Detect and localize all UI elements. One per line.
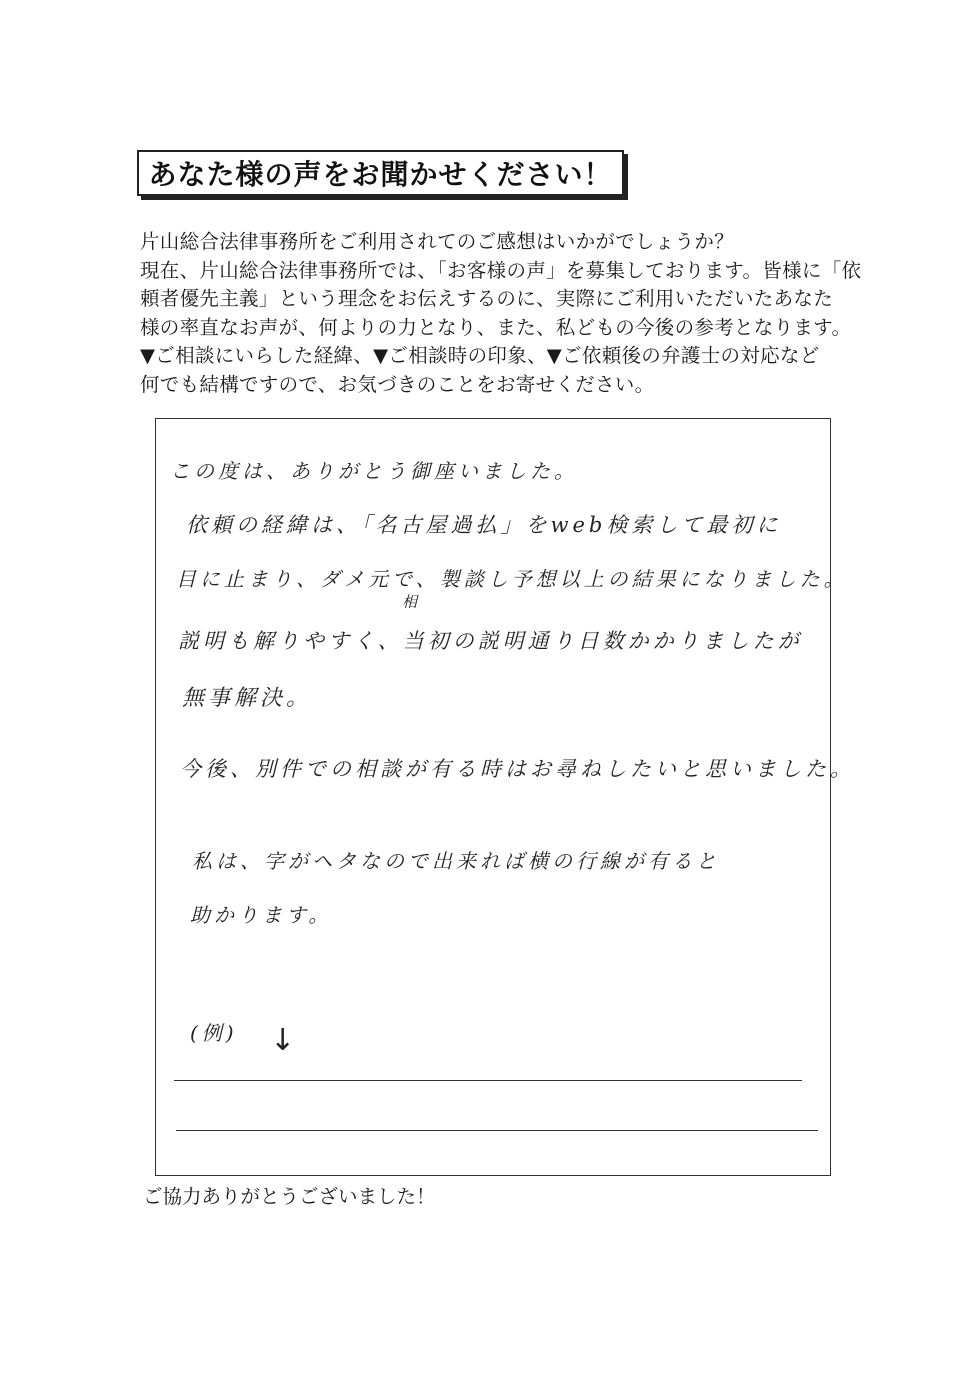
thank-you-note: ご協力ありがとうございました！	[143, 1185, 436, 1208]
handwritten-line: この度は、ありがとう御座いました。	[170, 459, 578, 483]
answer-box	[155, 418, 855, 1176]
handwritten-line: 無事解決。	[182, 686, 313, 711]
handwritten-ruled-line	[174, 1080, 802, 1081]
intro-line: 様の率直なお声が、何よりの力となり、また、私どもの今後の参考となります。	[140, 315, 852, 339]
handwritten-line: 助かります。	[190, 903, 333, 927]
handwritten-line: 説明も解りやすく、当初の説明通り日数かかりましたが	[178, 629, 803, 653]
handwritten-line: 依頼の経緯は、「名古屋過払」をweb検索して最初に	[186, 513, 782, 537]
example-label: (例)	[190, 1021, 238, 1045]
handwritten-correction: 相	[402, 593, 422, 611]
handwritten-ruled-line	[176, 1130, 818, 1131]
intro-line: 頼者優先主義」という理念をお伝えするのに、実際にご利用いただいたあなた	[140, 287, 834, 311]
intro-line: 現在、片山総合法律事務所では、「お客様の声」を募集しております。皆様に「依	[140, 258, 862, 282]
page-title: あなた様の声をお聞かせください！	[148, 158, 613, 191]
intro-line: 片山総合法律事務所をご利用されてのご感想はいかがでしょうか？	[140, 230, 735, 253]
title-banner	[137, 150, 624, 196]
intro-line: ▼ご相談にいらした経緯、▼ご相談時の印象、▼ご依頼後の弁護士の対応など	[140, 344, 820, 368]
intro-paragraph	[140, 228, 862, 400]
intro-line: 何でも結構ですので、お気づきのことをお寄せください。	[140, 372, 655, 396]
handwritten-line: 目に止まり、ダメ元で、製談し予想以上の結果になりました。	[176, 567, 848, 591]
handwritten-line: 今後、別件での相談が有る時はお尋ねしたいと思いました。	[180, 757, 855, 781]
down-arrow-icon: ↓	[270, 1023, 296, 1058]
handwritten-line: 私は、字がヘタなので出来れば横の行線が有ると	[192, 849, 720, 873]
